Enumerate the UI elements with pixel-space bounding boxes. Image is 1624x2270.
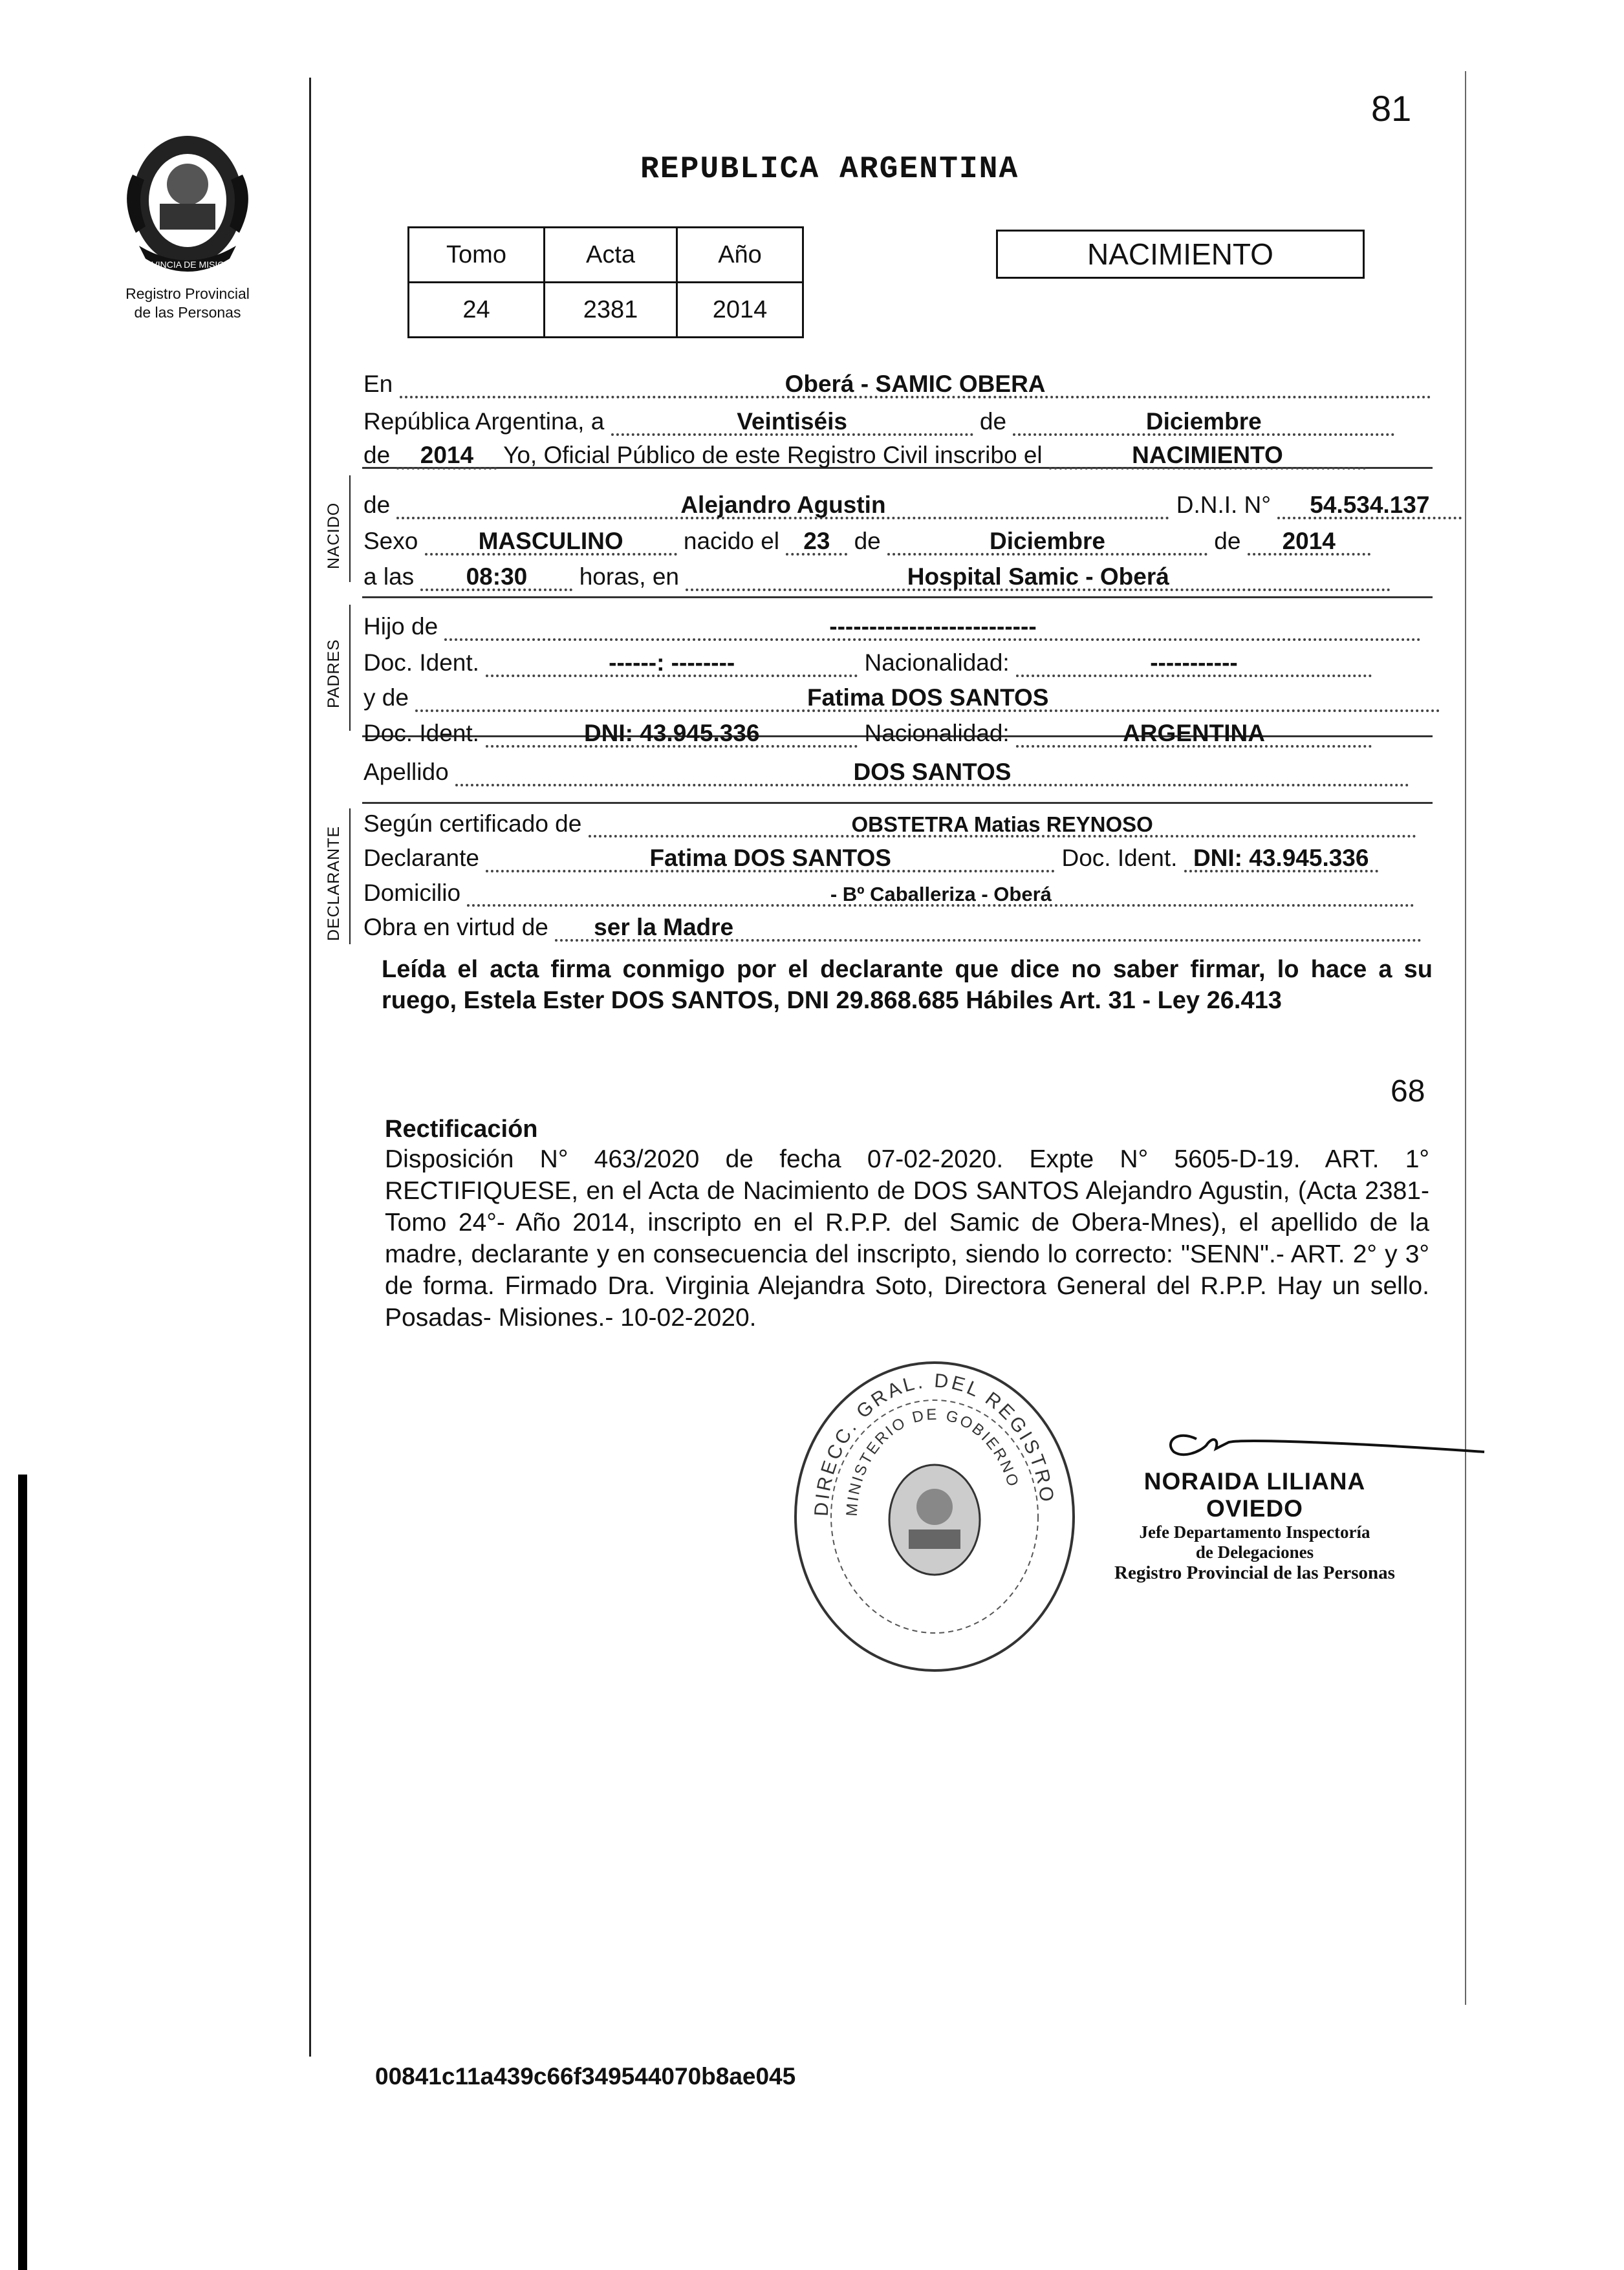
label-yde: y de bbox=[363, 684, 409, 711]
rectificacion-body: Disposición N° 463/2020 de fecha 07-02-2020. Expte N° 5605-D-19. ART. 1° RECTIFIQUESE, en el Acta de Nacimiento de DOS SANTOS Alejandro Agustin, (Acta 2381- Tomo 24°- Año 2014, inscripto en el R.P.P. del Samic de Obera-Mnes), el apellido de la madre, declarante y en consecuencia del inscripto, siendo lo correcto: "SENN".- ART. 2° y 3° de forma. Firmado Dra. Virginia Alejandra Soto, Directora General del R.P.P. Hay un sello. Posadas- Misiones.- 10-02-2020. bbox=[385, 1145, 1429, 1332]
field-nombre: Alejandro Agustin bbox=[396, 493, 1169, 519]
record-value: 2381 bbox=[545, 283, 677, 338]
field-obra: ser la Madre bbox=[555, 915, 1422, 942]
label-nacionalidad: Nacionalidad: bbox=[864, 720, 1010, 746]
page-title: REPUBLICA ARGENTINA bbox=[640, 152, 1019, 187]
label-doc: Doc. Ident. bbox=[363, 649, 479, 676]
record-header: Acta bbox=[545, 228, 677, 283]
label-nacionalidad: Nacionalidad: bbox=[864, 649, 1010, 676]
signatory-title-2: de Delegaciones bbox=[1195, 1542, 1314, 1562]
row-madre-doc bbox=[363, 721, 1372, 748]
row-en bbox=[363, 372, 1431, 398]
record-table bbox=[407, 226, 804, 338]
field-padre: -------------------------- bbox=[444, 614, 1421, 641]
side-label-nacido: NACIDO bbox=[325, 502, 343, 569]
label-doc: Doc. Ident. bbox=[1061, 845, 1178, 871]
page-number: 81 bbox=[1371, 88, 1412, 129]
label-obra: Obra en virtud de bbox=[363, 914, 548, 940]
signatory-name: NORAIDA LILIANA OVIEDO bbox=[1143, 1468, 1366, 1522]
row-madre bbox=[363, 686, 1440, 712]
label-de: de bbox=[363, 492, 391, 518]
declarante-bracket bbox=[349, 808, 351, 944]
row-declarante bbox=[363, 846, 1378, 872]
registry-name-line1: Registro Provincial bbox=[125, 285, 250, 302]
registry-name bbox=[103, 285, 272, 322]
registry-name-line2: de las Personas bbox=[134, 304, 241, 321]
field-madre-doc: DNI: 43.945.336 bbox=[486, 721, 858, 748]
stamp-inner-text: MINISTERIO DE GOBIERNO bbox=[843, 1405, 1023, 1517]
label-en: En bbox=[363, 371, 393, 397]
field-padre-doc: ------: -------- bbox=[486, 651, 858, 677]
row-domicilio bbox=[363, 881, 1414, 907]
section-rule-declarante bbox=[362, 802, 1433, 804]
registry-seal-text: PROVINCIA DE MISIONES bbox=[132, 259, 243, 270]
label-doc: Doc. Ident. bbox=[363, 720, 479, 746]
field-declarante: Fatima DOS SANTOS bbox=[486, 846, 1055, 872]
document-hash: 00841c11a439c66f349544070b8ae045 bbox=[375, 2063, 796, 2090]
record-header: Tomo bbox=[409, 228, 545, 283]
signatory-title-3: Registro Provincial de las Personas bbox=[1114, 1562, 1395, 1583]
label-horas: horas, en bbox=[579, 563, 679, 590]
field-apellido: DOS SANTOS bbox=[455, 760, 1409, 786]
row-apellido bbox=[363, 760, 1409, 786]
field-lugar-nacimiento: Hospital Samic - Oberá bbox=[686, 565, 1391, 591]
scan-edge-line bbox=[18, 1475, 27, 2270]
field-dni: 54.534.137 bbox=[1277, 493, 1462, 519]
section-rule-padres bbox=[362, 596, 1433, 598]
field-lugar-inscripcion: Oberá - SAMIC OBERA bbox=[400, 372, 1431, 398]
label-sexo: Sexo bbox=[363, 528, 418, 554]
field-sexo: MASCULINO bbox=[425, 529, 677, 556]
record-value: 2014 bbox=[677, 283, 803, 338]
field-nac-mes: Diciembre bbox=[887, 529, 1207, 556]
record-header: Año bbox=[677, 228, 803, 283]
label-de: de bbox=[854, 528, 881, 554]
label-nacido: nacido el bbox=[683, 528, 780, 554]
field-certificado: OBSTETRA Matias REYNOSO bbox=[589, 814, 1416, 838]
padres-bracket bbox=[349, 605, 351, 731]
record-type: NACIMIENTO bbox=[1087, 237, 1273, 271]
field-mes: Diciembre bbox=[1013, 409, 1394, 436]
field-padre-nacionalidad: ----------- bbox=[1016, 651, 1372, 677]
field-inscribo: NACIMIENTO bbox=[1049, 443, 1366, 470]
label-de: de bbox=[363, 442, 391, 468]
row-hora bbox=[363, 565, 1391, 591]
signature-note: Leída el acta firma conmigo por el declarante que dice no saber firmar, lo hace a su ruego, Estela Ester DOS SANTOS, DNI 29.868.685 Hábiles Art. 31 - Ley 26.413 bbox=[382, 956, 1433, 1014]
label-dni: D.N.I. N° bbox=[1176, 492, 1272, 518]
field-declarante-doc: DNI: 43.945.336 bbox=[1184, 846, 1378, 872]
field-domicilio: - Bº Caballeriza - Oberá bbox=[467, 884, 1414, 907]
nacido-bracket bbox=[349, 475, 351, 582]
label-certificado: Según certificado de bbox=[363, 810, 582, 837]
label-apellido: Apellido bbox=[363, 759, 449, 785]
record-value: 24 bbox=[409, 283, 545, 338]
field-hora: 08:30 bbox=[420, 565, 572, 591]
record-type-box bbox=[996, 230, 1365, 279]
row-certificado bbox=[363, 812, 1416, 838]
field-nac-dia: 23 bbox=[786, 529, 847, 556]
label-yo: Yo, Oficial Público de este Registro Civil inscribo el bbox=[503, 442, 1043, 468]
rectificacion-number: 68 bbox=[1391, 1074, 1425, 1108]
side-label-padres: PADRES bbox=[325, 639, 343, 708]
field-madre-nacionalidad: ARGENTINA bbox=[1016, 721, 1372, 748]
stamp-outer-text: DIRECC. GRAL. DEL REGISTRO bbox=[810, 1370, 1058, 1517]
label-hijo: Hijo de bbox=[363, 613, 438, 640]
row-fecha-inscripcion bbox=[363, 409, 1394, 436]
right-margin-line bbox=[1465, 71, 1466, 2005]
label-alas: a las bbox=[363, 563, 415, 590]
row-sexo bbox=[363, 529, 1370, 556]
label-declarante: Declarante bbox=[363, 845, 479, 871]
label-de: de bbox=[979, 408, 1007, 435]
field-dia: Veintiséis bbox=[611, 409, 973, 436]
signatory-title-1: Jefe Departamento Inspectoría bbox=[1139, 1522, 1370, 1542]
field-nac-anio: 2014 bbox=[1248, 529, 1370, 556]
field-madre: Fatima DOS SANTOS bbox=[415, 686, 1440, 712]
field-anio: 2014 bbox=[396, 443, 497, 470]
rectificacion-title: Rectificación bbox=[385, 1116, 538, 1143]
registry-logo bbox=[120, 129, 255, 278]
left-margin-line bbox=[309, 78, 311, 2057]
row-padre-doc bbox=[363, 651, 1372, 677]
side-label-declarante: DECLARANTE bbox=[325, 825, 343, 941]
signature-scribble bbox=[1151, 1423, 1488, 1468]
label-de: de bbox=[1214, 528, 1241, 554]
row-nombre bbox=[363, 493, 1462, 519]
label-republica: República Argentina, a bbox=[363, 408, 605, 435]
official-stamp bbox=[783, 1355, 1087, 1678]
label-domicilio: Domicilio bbox=[363, 880, 461, 906]
row-obra bbox=[363, 915, 1422, 942]
signature-block bbox=[1099, 1468, 1410, 1584]
row-inscribo bbox=[363, 443, 1366, 470]
row-padre bbox=[363, 614, 1421, 641]
